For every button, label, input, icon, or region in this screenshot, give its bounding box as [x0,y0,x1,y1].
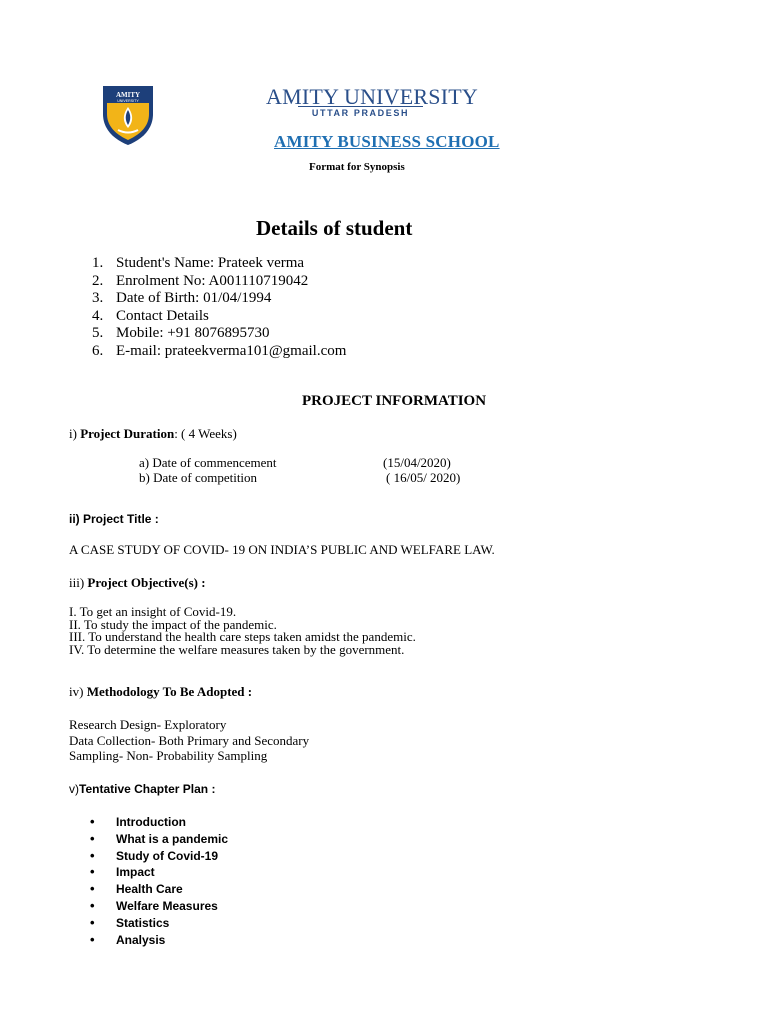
objective-item: IV. To determine the welfare measures taken by the government. [69,641,405,657]
mobile-number: Mobile: +91 8076895730 [116,325,270,341]
objective-item: III. To understand the health care steps taken amidst the pandemic. [69,629,416,644]
student-item [92,273,346,291]
student-item [92,308,346,326]
bullet-icon: • [90,897,95,913]
svg-text:AMITY: AMITY [115,91,141,99]
amity-shield-logo [101,84,155,146]
project-title-label: ii) Project Title : [69,512,159,526]
chapter-prefix: v) [69,782,79,796]
chapter-item: Health Care [116,882,183,897]
list-item [90,932,228,949]
methodology-item: Research Design- Exploratory [69,717,227,732]
contact-details: Contact Details [116,307,209,324]
methodology-item: Sampling- Non- Probability Sampling [69,748,268,764]
list-item [90,831,228,848]
duration-prefix: i) [69,426,81,441]
svg-text:UNIVERSITY: UNIVERSITY [117,99,139,103]
chapter-item: What is a pandemic [116,831,229,846]
objective-item: II. To study the impact of the pandemic. [69,616,277,632]
date-of-birth: Date of Birth: 01/04/1994 [116,290,272,306]
methodology-list [69,717,309,764]
duration-label: Project Duration [80,426,175,441]
methodology-item: Data Collection- Both Primary and Secondary [69,732,310,748]
campus-block [298,106,423,118]
objectives-prefix: iii) [69,575,88,590]
enrolment-number: Enrolment No: A001110719042 [116,272,309,289]
list-item [90,915,228,932]
student-item [92,255,346,273]
email-address: E-mail: prateekverma101@gmail.com [116,342,347,359]
chapter-item: Statistics [116,915,170,930]
format-caption: Format for Synopsis [309,161,405,173]
item-number: 4. [92,307,104,324]
competition-label: b) Date of competition [139,470,258,485]
student-name: Student's Name: Prateek verma [116,255,305,271]
commencement-label: a) Date of commencement [139,455,277,470]
project-title-value: A CASE STUDY OF COVID- 19 ON INDIA’S PUBLIC AND WELFARE LAW. [69,542,495,557]
commencement-date: (15/04/2020) [383,455,451,470]
list-item [90,814,228,831]
methodology-heading [69,684,252,700]
student-details-heading: Details of student [256,216,413,240]
chapter-item: Analysis [116,932,166,947]
chapter-item: Study of Covid-19 [116,848,219,863]
chapter-item: Introduction [116,815,186,829]
university-name: AMITY UNIVERSITY [266,84,478,109]
duration-value: : ( 4 Weeks) [174,426,237,441]
student-item [92,325,346,343]
project-duration [69,426,237,442]
competition-date: ( 16/05/ 2020) [386,470,461,485]
student-item [92,290,346,308]
item-number: 2. [92,272,104,289]
bullet-icon: • [90,931,95,947]
chapter-plan-heading [69,782,215,796]
list-item [90,881,228,898]
objectives-heading [69,575,206,591]
student-details-list [92,255,346,360]
item-number: 3. [92,290,104,306]
objectives-label: Project Objective(s) : [87,575,206,590]
item-number: 6. [92,342,104,359]
school-name: AMITY BUSINESS SCHOOL [274,132,500,151]
methodology-label: Methodology To Be Adopted : [86,684,253,699]
item-number: 5. [92,325,104,341]
methodology-prefix: iv) [69,684,87,699]
bullet-icon: • [90,814,95,829]
list-item [90,848,228,865]
student-item [92,343,346,361]
bullet-icon: • [90,830,95,846]
bullet-icon: • [90,881,95,897]
objective-item: I. To get an insight of Covid-19. [69,604,237,619]
chapter-plan-label: Tentative Chapter Plan : [79,782,216,796]
chapter-item: Welfare Measures [116,898,218,913]
item-number: 1. [92,255,104,271]
project-information-heading: PROJECT INFORMATION [302,393,487,409]
list-item [90,864,228,881]
objectives-list [69,606,416,656]
chapter-item: Impact [116,865,155,880]
list-item [90,898,228,915]
bullet-icon: • [90,914,95,930]
campus-rule [298,106,423,107]
bullet-icon: • [90,864,95,880]
bullet-icon: • [90,847,95,863]
campus-name: UTTAR PRADESH [311,108,410,118]
chapter-list [90,814,228,948]
